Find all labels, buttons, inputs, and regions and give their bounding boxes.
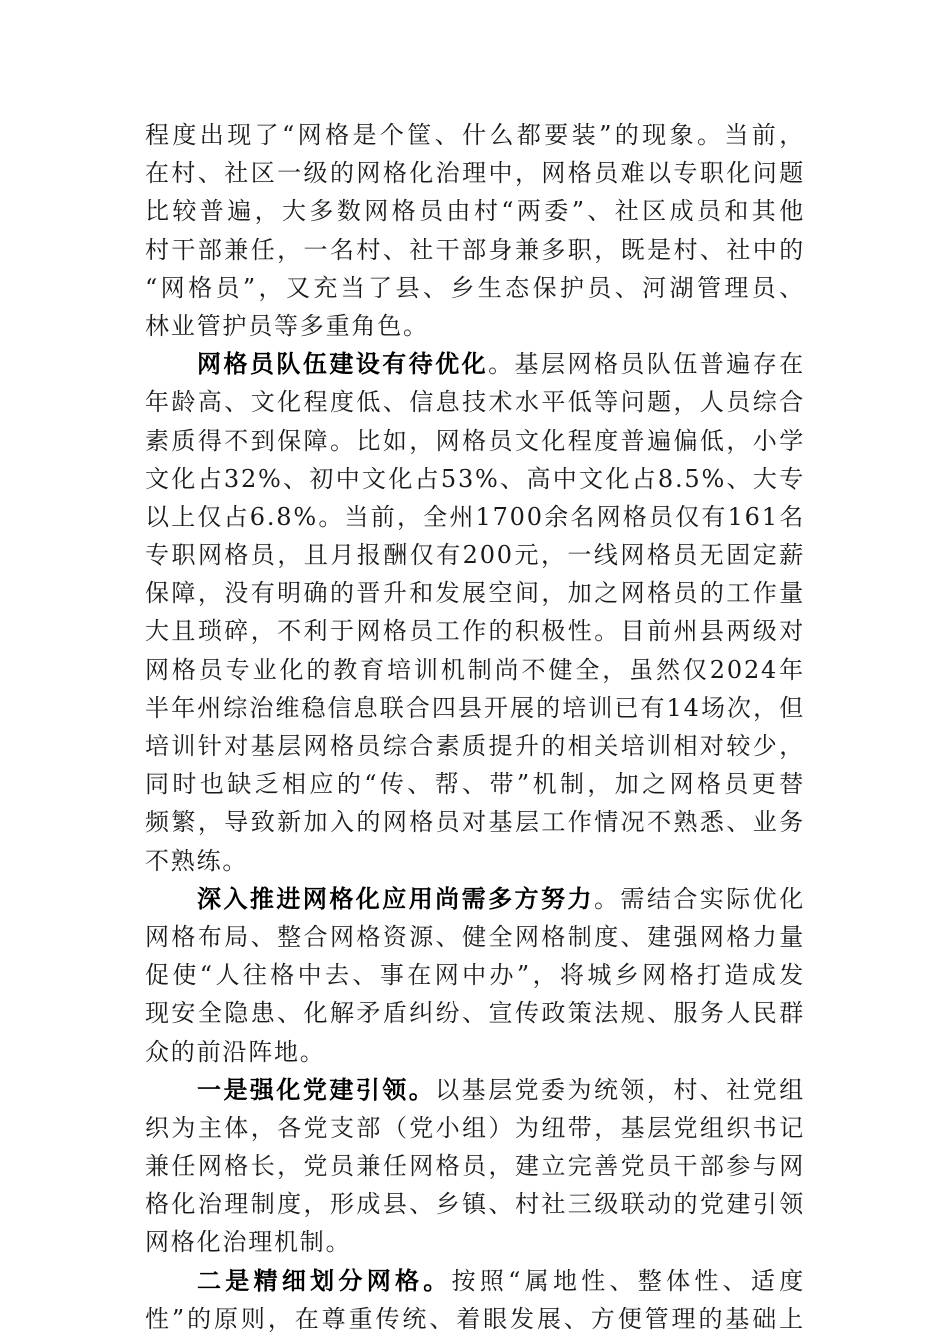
text-line: 性”的原则，在尊重传统、着眼发展、方便管理的基础上 [145,1304,805,1333]
text-line: 文化占32%、初中文化占53%、高中文化占8.5%、大专 [145,464,805,493]
text-line: 以上仅占6.8%。当前，全州1700余名网格员仅有161名 [145,502,805,531]
paragraph-text: 。基层网格员队伍普遍存在 [488,350,805,379]
text-line: 年龄高、文化程度低、信息技术水平低等问题，人员综合 [145,388,805,417]
text-line: 网格员专业化的教育培训机制尚不健全，虽然仅2024年 [145,655,805,684]
paragraph-text: 按照“属地性、整体性、适度 [451,1266,805,1295]
text-line: “网格员”，又充当了县、乡生态保护员、河湖管理员、 [145,273,805,302]
text-line: 格化治理制度，形成县、乡镇、村社三级联动的党建引领 [145,1190,805,1219]
text-line: 众的前沿阵地。 [145,1037,326,1066]
document-page [145,116,805,1338]
text-line: 保障，没有明确的晋升和发展空间，加之网格员的工作量 [145,579,805,608]
paragraph-heading: 深入推进网格化应用尚需多方努力 [197,883,594,913]
paragraph-heading: 一是强化党建引领。 [197,1074,436,1104]
paragraph-text: 以基层党委为统领，村、社党组 [435,1075,805,1104]
text-line: 促使“人往格中去、事在网中办”，将城乡网格打造成发 [145,961,805,990]
text-line: 林业管护员等多重角色。 [145,311,429,340]
paragraph-heading: 网格员队伍建设有待优化 [197,349,489,379]
paragraph-5 [145,1262,805,1338]
text-line: 大且琐碎，不利于网格员工作的积极性。目前州县两级对 [145,617,805,646]
text-line: 不熟练。 [145,846,249,875]
text-line: 村干部兼任，一名村、社干部身兼多职，既是村、社中的 [145,235,805,264]
paragraph-3 [145,880,805,1071]
text-line: 程度出现了“网格是个筐、什么都要装”的现象。当前， [145,121,805,149]
paragraph-first-line [145,1071,805,1109]
text-line: 专职网格员，且月报酬仅有200元，一线网格员无固定薪 [145,541,805,570]
paragraph-text: 。需结合实际优化 [593,884,805,913]
text-line: 培训针对基层网格员综合素质提升的相关培训相对较少， [145,732,805,760]
paragraph-2 [145,345,805,880]
text-line: 比较普遍，大多数网格员由村“两委”、社区成员和其他 [145,197,805,226]
text-line: 素质得不到保障。比如，网格员文化程度普遍偏低，小学 [145,426,805,455]
text-line: 兼任网格长，党员兼任网格员，建立完善党员干部参与网 [145,1152,805,1181]
text-line: 现安全隐患、化解矛盾纠纷、宣传政策法规、服务人民群 [145,999,805,1028]
paragraph-first-line [145,880,805,918]
paragraph-4 [145,1071,805,1262]
text-line: 同时也缺乏相应的“传、帮、带”机制，加之网格员更替 [145,770,805,799]
paragraph-1 [145,116,805,345]
text-line: 半年州综治维稳信息联合四县开展的培训已有14场次，但 [145,693,805,722]
text-line: 织为主体，各党支部（党小组）为纽带，基层党组织书记 [145,1113,805,1142]
text-line: 在村、社区一级的网格化治理中，网格员难以专职化问题 [145,159,805,188]
paragraph-heading: 二是精细划分网格。 [197,1265,452,1295]
paragraph-first-line [145,1262,805,1300]
text-line: 频繁，导致新加入的网格员对基层工作情况不熟悉、业务 [145,808,805,837]
paragraph-first-line [145,345,805,383]
text-line: 网格化治理机制。 [145,1228,352,1257]
text-line: 网格布局、整合网格资源、健全网格制度、建强网格力量 [145,922,805,951]
